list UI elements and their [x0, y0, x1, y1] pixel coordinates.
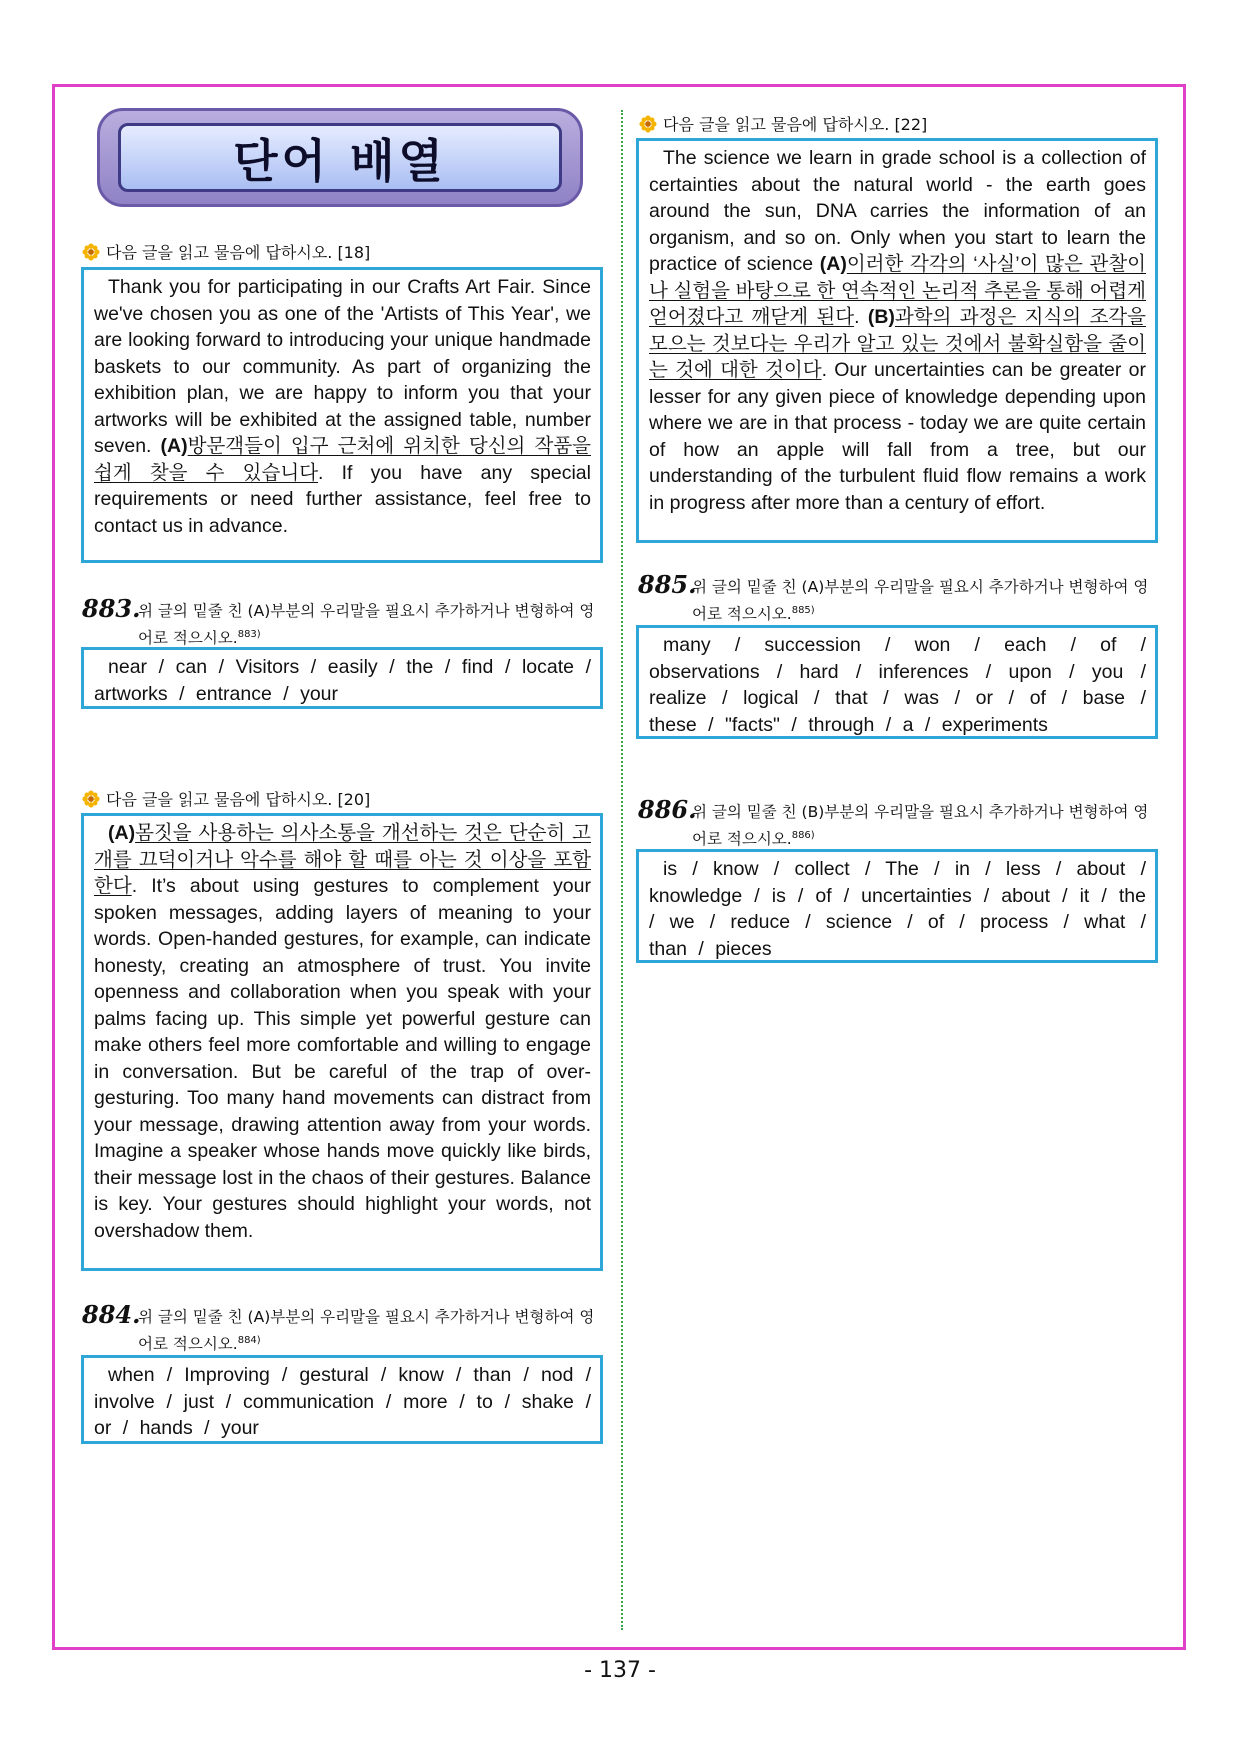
instruction-18 — [82, 240, 370, 263]
underlined-korean-a: 이러한 각각의 ‘사실’이 많은 관찰이나 실험을 바탕으로 한 연속적인 논리적 추론을 통해 어렵게 얻어졌다고 깨닫게 된다 — [649, 253, 1146, 328]
instruction-text: 다음 글을 읽고 물음에 답하시오. [22] — [663, 115, 928, 134]
word-bank-884: when / Improving / gestural / know / than / nod / involve / just / communication / more / to / shake / or / hands / your — [81, 1355, 603, 1444]
passage-box-20 — [81, 813, 603, 1271]
word-bank-885: many / succession / won / each / of / observations / hard / inferences / upon / you / realize / logical / that / was / or / of / base / these / "facts" / through / a / experiments — [636, 625, 1158, 739]
instruction-text: 다음 글을 읽고 물음에 답하시오. [18] — [106, 243, 371, 262]
column-divider — [621, 110, 623, 1630]
passage-box-18 — [81, 267, 603, 563]
underlined-korean-b: 과학의 과정은 지식의 조각을 모으는 것보다는 우리가 알고 있는 것에서 불확실함을 줄이는 것에 대한 것이다 — [649, 306, 1146, 381]
word-bank-886: is / know / collect / The / in / less / about / knowledge / is / of / uncertainties / about / it / the / we / reduce / science / of / process / what / than / pieces — [636, 849, 1158, 963]
word-bank-883: near / can / Visitors / easily / the / find / locate / artworks / entrance / your — [81, 647, 603, 709]
passage-box-22 — [636, 138, 1158, 543]
question-number-883: 883. — [82, 594, 141, 623]
page-title: 단어 배열 — [118, 123, 562, 192]
question-text-883: 위 글의 밑줄 친 (A)부분의 우리말을 필요시 추가하거나 변형하여 영어로 적으시오.$^{883)}$ — [138, 602, 595, 648]
underlined-korean-a: 몸짓을 사용하는 의사소통을 개선하는 것은 단순히 고개를 끄덕이거나 악수를 해야 할 때를 아는 것 이상을 포함한다 — [94, 822, 591, 897]
question-text-886: 위 글의 밑줄 친 (B)부분의 우리말을 필요시 추가하거나 변형하여 영어로 적으시오.$^{886)}$ — [692, 803, 1149, 849]
question-text-885: 위 글의 밑줄 친 (A)부분의 우리말을 필요시 추가하거나 변형하여 영어로 적으시오.$^{885)}$ — [692, 578, 1149, 624]
question-number-885: 885. — [638, 570, 697, 599]
passage-text: Thank you for participating in our Crafts Art Fair. Since we've chosen you as one of the 'Artists of This Year', we are looking forward to introducing your unique handmade baskets to our community. As part of organizing the exhibition plan, we are happy to inform you that your artworks will be exhibited at the assigned table, number seven. (A)방문객들이 입구 근처에 위치한 당신의 작품을 쉽게 찾을 수 있습니다. If you have any special requirements or need further assistance, feel free to contact us in advance. — [94, 276, 591, 537]
flower-icon — [639, 115, 657, 133]
underlined-korean-a: 방문객들이 입구 근처에 위치한 당신의 작품을 쉽게 찾을 수 있습니다 — [94, 435, 591, 484]
passage-text: (A)몸짓을 사용하는 의사소통을 개선하는 것은 단순히 고개를 끄덕이거나 악수를 해야 할 때를 아는 것 이상을 포함한다. It’s about using gestures to complement your spoken messages, adding layers of meaning to your words. Open-handed gestures, for example, can indicate honesty, creating an atmosphere of trust. You invite openness and collaboration when you speak with your palms facing up. This simple yet powerful gesture can make others feel more comfortable and willing to engage in conversation. But be careful of the trap of over-gesturing. Too many hand movements can distract from your message, drawing attention away from your words. Imagine a speaker whose hands move quickly like birds, their message lost in the chaos of their gestures. Balance is key. Your gestures should highlight your words, not overshadow them. — [94, 822, 591, 1242]
instruction-22 — [639, 112, 927, 135]
instruction-20 — [82, 787, 370, 810]
question-number-884: 884. — [82, 1300, 141, 1329]
question-text-884: 위 글의 밑줄 친 (A)부분의 우리말을 필요시 추가하거나 변형하여 영어로 적으시오.$^{884)}$ — [138, 1308, 595, 1354]
flower-icon — [82, 790, 100, 808]
instruction-text: 다음 글을 읽고 물음에 답하시오. [20] — [106, 790, 371, 809]
question-number-886: 886. — [638, 795, 697, 824]
title-badge — [97, 108, 583, 207]
flower-icon — [82, 243, 100, 261]
page-number: - 137 - — [584, 1658, 656, 1683]
passage-text: The science we learn in grade school is a collection of certainties about the natural world - the earth goes around the sun, DNA carries the information of an organism, and so on. Only when you start to learn the practice of science (A)이러한 각각의 ‘사실’이 많은 관찰이나 실험을 바탕으로 한 연속적인 논리적 추론을 통해 어렵게 얻어졌다고 깨닫게 된다. (B)과학의 과정은 지식의 조각을 모으는 것보다는 우리가 알고 있는 것에서 불확실함을 줄이는 것에 대한 것이다. Our uncertainties can be greater or lesser for any given piece of knowledge depending upon where we are in that process - today we are quite certain of how an apple will fall from a tree, but our understanding of the turbulent fluid flow remains a work in progress after more than a century of effort. — [649, 147, 1147, 514]
